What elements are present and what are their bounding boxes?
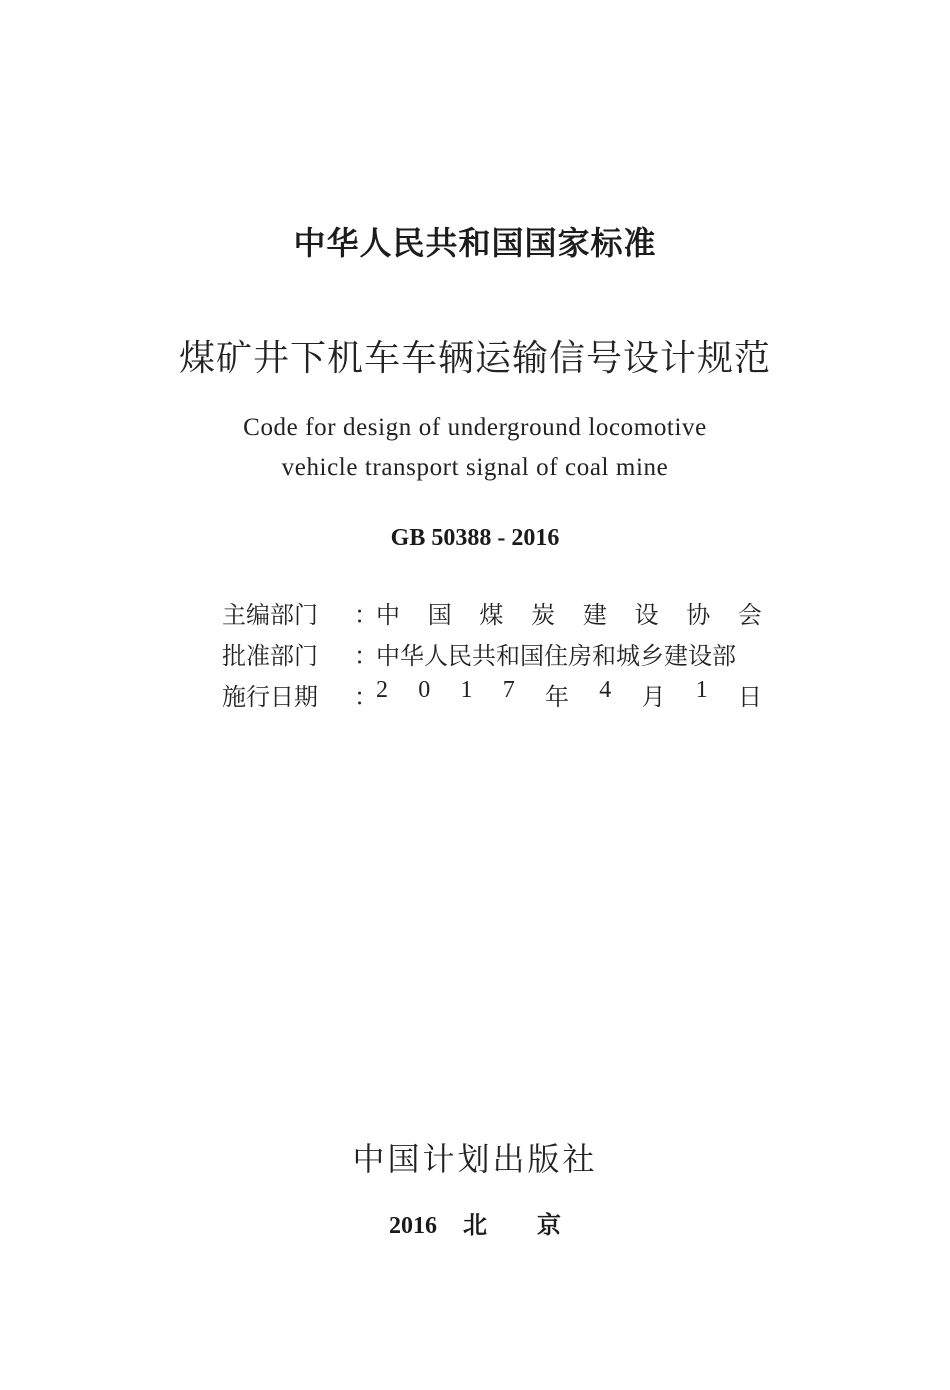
editor-value-char: 国 [427, 601, 452, 629]
editor-value [376, 595, 762, 630]
editor-value-char: 炭 [531, 601, 556, 629]
editor-value-char: 会 [737, 601, 762, 629]
effective-date-char: 1 [460, 677, 473, 703]
editor-label: 主编部门 [222, 601, 318, 629]
editor-value-char: 设 [634, 601, 659, 629]
effective-date-label: 施行日期 [222, 683, 318, 711]
approver-row [222, 633, 762, 674]
issuance-info [222, 592, 762, 715]
publication-line [0, 1205, 950, 1240]
approver-value: 中华人民共和国住房和城乡建设部 [376, 642, 736, 670]
colon: ： [354, 683, 378, 711]
colon: ： [354, 642, 378, 670]
document-title-cn: 煤矿井下机车车辆运输信号设计规范 [178, 338, 771, 379]
editor-value-char: 煤 [479, 601, 504, 629]
editor-value-char: 协 [686, 601, 711, 629]
effective-date-row [222, 674, 762, 715]
effective-date-char: 2 [376, 677, 388, 703]
effective-date-char: 日 [738, 683, 762, 711]
standard-heading: 中华人民共和国国家标准 [293, 224, 657, 262]
publisher: 中国计划出版社 [352, 1140, 598, 1178]
editor-value-char: 建 [582, 601, 607, 629]
document-title-en-line-1: Code for design of underground locomotive [243, 414, 707, 441]
document-title-en-line-2: vehicle transport signal of coal mine [281, 454, 669, 481]
approver-label: 批准部门 [222, 642, 318, 670]
publication-year: 2016 [389, 1213, 437, 1239]
editor-row [222, 592, 762, 633]
publication-city-char: 北 [463, 1213, 487, 1239]
colon: ： [354, 601, 378, 629]
effective-date-char: 1 [695, 677, 708, 703]
effective-date-char: 7 [502, 677, 515, 703]
effective-date-char: 4 [599, 677, 612, 703]
effective-date-char: 年 [545, 683, 569, 711]
editor-value-char: 中 [376, 601, 400, 629]
effective-date-value [376, 677, 762, 712]
effective-date-char: 月 [641, 683, 666, 711]
standard-code: GB 50388 - 2016 [390, 525, 560, 551]
effective-date-char: 0 [418, 677, 431, 703]
publication-city-char: 京 [537, 1213, 561, 1239]
